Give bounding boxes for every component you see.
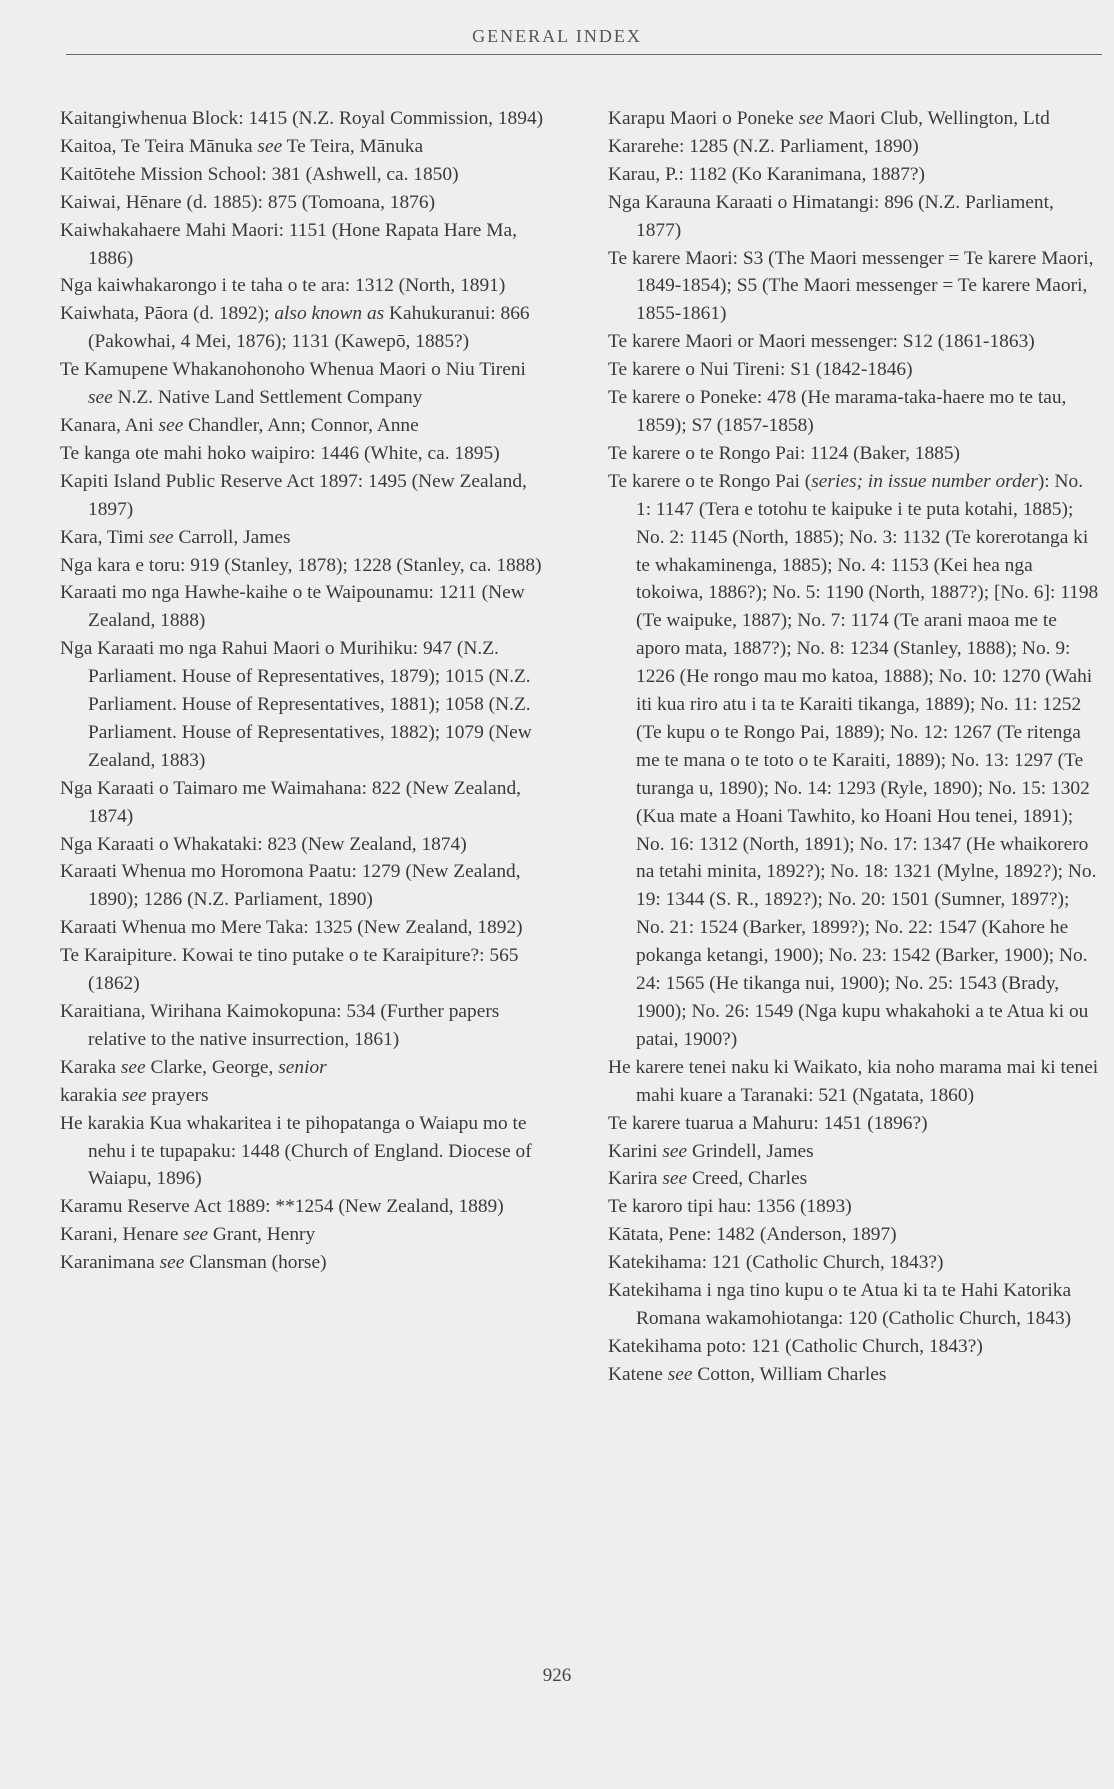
entry-text: karakia (60, 1084, 122, 1106)
index-entry (608, 1249, 1100, 1277)
italic-text: senior (278, 1056, 327, 1078)
header-rule (66, 54, 1102, 55)
entry-text: Clansman (horse) (184, 1252, 327, 1274)
entry-text: ): No. 1: 1147 (Tera e totohu te kaipuke i te puta kotahi, 1885); No. 2: 1145 (North, 1885); No. 3: 1132 (Te korerotanga ki te whakaminenga, 1885); No. 4: 1153 (Kei hea nga tokoiwa, 1886?); No. 5: 1190 (North, 1887?); [No. 6]: 1198 (Te waipuke, 1887); No. 7: 1174 (Te arani maoa me te aporo mata, 1887?); No. 8: 1234 (Stanley, 1888); No. 9: 1226 (He rongo mau mo katoa, 1888); No. 10: 1270 (Wahi iti kua riro atu i ta te Karaiti tikanga, 1889); No. 11: 1252 (Te kupu o te Rongo Pai, 1889); No. 12: 1267 (Te ritenga me te mana o te toto o te Karaiti, 1889); No. 13: 1297 (Te turanga u, 1890); No. 14: 1293 (Ryle, 1890); No. 15: 1302 (Kua mate a Hoani Tawhito, ko Hoani Hou tenei, 1891); No. 16: 1312 (North, 1891); No. 17: 1347 (He whaikorero na tetahi minita, 1892?); No. 18: 1321 (Mylne, 1892?); No. 19: 1344 (S. R., 1892?); No. 20: 1501 (Sumner, 1897?); No. 21: 1524 (Barker, 1899?); No. 22: 1547 (Kahore he pokanga ketangi, 1900); No. 23: 1542 (Barker, 1900); No. 24: 1565 (He tikanga nui, 1900); No. 25: 1543 (Brady, 1900); No. 26: 1549 (Nga kupu whakahoki a te Atua ki ou patai, 1900?) (636, 470, 1099, 1050)
entry-text: Chandler, Ann; Connor, Anne (183, 414, 419, 436)
index-entry (60, 105, 552, 133)
index-entry (608, 356, 1100, 384)
index-entry (60, 272, 552, 300)
index-entry (60, 635, 552, 775)
entry-text: Kaitangiwhenua Block: 1415 (N.Z. Royal Commission, 1894) (60, 108, 544, 129)
index-entry (60, 998, 552, 1054)
index-entry (60, 1082, 552, 1110)
index-entry (60, 356, 552, 412)
entry-text: Grindell, James (687, 1140, 814, 1162)
index-entry (608, 1361, 1100, 1389)
index-entry (60, 412, 552, 440)
entry-text: N.Z. Native Land Settlement Company (112, 387, 423, 409)
index-entry (608, 468, 1100, 1054)
entry-text: Nga kara e toru: 919 (Stanley, 1878); 1228 (Stanley, ca. 1888) (60, 554, 542, 576)
entry-text: Katekihama: 121 (Catholic Church, 1843?) (608, 1252, 944, 1274)
index-entry (60, 133, 552, 161)
entry-text: Kaiwhata, Pāora (d. 1892); (60, 303, 275, 325)
index-entry (608, 328, 1100, 356)
entry-text: Te Teira, Mānuka (282, 135, 424, 157)
index-entry (608, 384, 1100, 440)
index-entry (60, 1110, 552, 1194)
entry-text: Te karere Maori: S3 (The Maori messenger = Te karere Maori, 1849-1854); S5 (The Maori messenger = Te karere Maori, 1855-1861) (608, 247, 1094, 325)
index-entry (60, 942, 552, 998)
index-entry (608, 1193, 1100, 1221)
entry-text: He karere tenei naku ki Waikato, kia noho marama mai ki tenei mahi kuare a Taranaki: 521 (Ngatata, 1860) (608, 1056, 1099, 1106)
italic-text: series; in issue number order (811, 470, 1038, 492)
entry-text: Te karere o Nui Tireni: S1 (1842-1846) (608, 359, 913, 381)
italic-text: see (257, 135, 283, 157)
italic-text: see (667, 1363, 693, 1385)
entry-text: Grant, Henry (208, 1224, 316, 1246)
entry-text: Karaka (60, 1056, 121, 1078)
entry-text: Te karere Maori or Maori messenger: S12 (1861-1863) (608, 331, 1035, 353)
entry-text: Kātata, Pene: 1482 (Anderson, 1897) (608, 1224, 897, 1246)
index-entry (608, 1221, 1100, 1249)
italic-text: see (120, 1056, 146, 1078)
index-entry (608, 245, 1100, 329)
italic-text: see (662, 1140, 688, 1162)
index-entry (60, 440, 552, 468)
index-entry (60, 579, 552, 635)
entry-text: Kararehe: 1285 (N.Z. Parliament, 1890) (608, 135, 919, 157)
entry-text: Katene (608, 1363, 668, 1385)
entry-text: Maori Club, Wellington, Ltd (823, 108, 1050, 129)
entry-text: Nga kaiwhakarongo i te taha o te ara: 1312 (North, 1891) (60, 275, 506, 297)
index-entry (60, 468, 552, 524)
index-entry (608, 1110, 1100, 1138)
entry-text: Nga Karaati mo nga Rahui Maori o Murihiku: 947 (N.Z. Parliament. House of Representatives, 1879); 1015 (N.Z. Parliament. House of Representatives, 1881); 1058 (N.Z. Parliament. House of Representatives, 1882); 1079 (New Zealand, 1883) (60, 638, 532, 771)
entry-text: Te Karaipiture. Kowai te tino putake o te Karaipiture?: 565 (1862) (60, 945, 519, 995)
entry-text: Nga Karaati o Whakataki: 823 (New Zealand, 1874) (60, 833, 467, 855)
running-header: GENERAL INDEX (472, 26, 642, 46)
entry-text: Karira (608, 1168, 663, 1190)
entry-text: Karini (608, 1140, 663, 1162)
index-column-left (60, 105, 552, 1277)
entry-text: Clarke, George, (145, 1056, 279, 1078)
index-entry (608, 1277, 1100, 1333)
entry-text: Kaiwhakahaere Mahi Maori: 1151 (Hone Rapata Hare Ma, 1886) (60, 219, 517, 269)
italic-text: see (662, 1168, 688, 1190)
entry-text: Kahukuranui: 866 (Pakowhai, 4 Mei, 1876); 1131 (Kawepō, 1885?) (88, 303, 530, 353)
index-entry (608, 1054, 1100, 1110)
entry-text: Te karere o te Rongo Pai ( (608, 470, 812, 492)
index-entry (60, 189, 552, 217)
index-entry (608, 161, 1100, 189)
index-entry (60, 161, 552, 189)
entry-text: Nga Karauna Karaati o Himatangi: 896 (N.Z. Parliament, 1877) (608, 191, 1054, 241)
entry-text: Te karere tuarua a Mahuru: 1451 (1896?) (608, 1112, 928, 1134)
index-entry (60, 300, 552, 356)
italic-text: see (158, 414, 184, 436)
index-entry (60, 552, 552, 580)
entry-text: Karani, Henare (60, 1224, 184, 1246)
index-entry (608, 133, 1100, 161)
entry-text: Karaati mo nga Hawhe-kaihe o te Waipounamu: 1211 (New Zealand, 1888) (60, 582, 525, 632)
index-entry (608, 105, 1100, 133)
entry-text: Karanimana (60, 1252, 160, 1274)
index-entry (60, 1221, 552, 1249)
page-number: 926 (542, 1665, 572, 1686)
index-entry (60, 858, 552, 914)
entry-text: Karamu Reserve Act 1889: **1254 (New Zealand, 1889) (60, 1196, 504, 1218)
entry-text: Kanara, Ani (60, 414, 159, 436)
entry-text: Te karere o Poneke: 478 (He marama-taka-haere mo te tau, 1859); S7 (1857-1858) (608, 387, 1067, 436)
entry-text: Kaitoa, Te Teira Mānuka (60, 135, 258, 157)
entry-text: Te Kamupene Whakanohonoho Whenua Maori o Niu Tireni (60, 359, 526, 381)
entry-text: Creed, Charles (687, 1168, 808, 1190)
entry-text: Karau, P.: 1182 (Ko Karanimana, 1887?) (608, 163, 925, 185)
index-entry (608, 1333, 1100, 1361)
italic-text: see (159, 1252, 185, 1274)
italic-text: see (798, 108, 824, 129)
entry-text: Katekihama i nga tino kupu o te Atua ki ta te Hahi Katorika Romana wakamohiotanga: 120 (Catholic Church, 1843) (608, 1280, 1072, 1329)
entry-text: Kara, Timi (60, 526, 149, 548)
italic-text: see (88, 387, 113, 409)
index-entry (608, 189, 1100, 245)
entry-text: Te kanga ote mahi hoko waipiro: 1446 (White, ca. 1895) (60, 442, 500, 464)
entry-text: Katekihama poto: 121 (Catholic Church, 1843?) (608, 1335, 983, 1357)
index-column-right (608, 105, 1100, 1389)
index-entry (60, 914, 552, 942)
entry-text: Kapiti Island Public Reserve Act 1897: 1495 (New Zealand, 1897) (60, 470, 527, 520)
italic-text: see (121, 1084, 147, 1106)
entry-text: Te karere o te Rongo Pai: 1124 (Baker, 1885) (608, 442, 961, 464)
entry-text: Kaitōtehe Mission School: 381 (Ashwell, ca. 1850) (60, 163, 459, 185)
entry-text: He karakia Kua whakaritea i te pihopatanga o Waiapu mo te nehu i te tupapaku: 1448 (Church of England. Diocese of Waiapu, 1896) (60, 1112, 532, 1190)
italic-text: also known as (274, 303, 385, 325)
index-entry (60, 831, 552, 859)
entry-text: Karaati Whenua mo Mere Taka: 1325 (New Zealand, 1892) (60, 917, 523, 939)
index-entry (608, 1138, 1100, 1166)
index-entry (60, 524, 552, 552)
index-entry (60, 1249, 552, 1277)
index-entry (60, 1054, 552, 1082)
italic-text: see (183, 1224, 209, 1246)
index-entry (60, 775, 552, 831)
entry-text: Carroll, James (173, 526, 291, 548)
entry-text: Karapu Maori o Poneke (608, 108, 799, 129)
entry-text: Cotton, William Charles (692, 1363, 887, 1385)
italic-text: see (148, 526, 174, 548)
entry-text: Karaitiana, Wirihana Kaimokopuna: 534 (Further papers relative to the native insurrection, 1861) (60, 1001, 500, 1050)
entry-text: Nga Karaati o Taimaro me Waimahana: 822 (New Zealand, 1874) (60, 777, 522, 827)
index-entry (608, 1165, 1100, 1193)
index-entry (60, 1193, 552, 1221)
index-entry (608, 440, 1100, 468)
entry-text: Te karoro tipi hau: 1356 (1893) (608, 1196, 852, 1218)
entry-text: Karaati Whenua mo Horomona Paatu: 1279 (New Zealand, 1890); 1286 (N.Z. Parliament, 1890) (60, 861, 521, 911)
entry-text: Kaiwai, Hēnare (d. 1885): 875 (Tomoana, 1876) (60, 191, 436, 213)
index-entry (60, 217, 552, 273)
entry-text: prayers (146, 1084, 209, 1106)
